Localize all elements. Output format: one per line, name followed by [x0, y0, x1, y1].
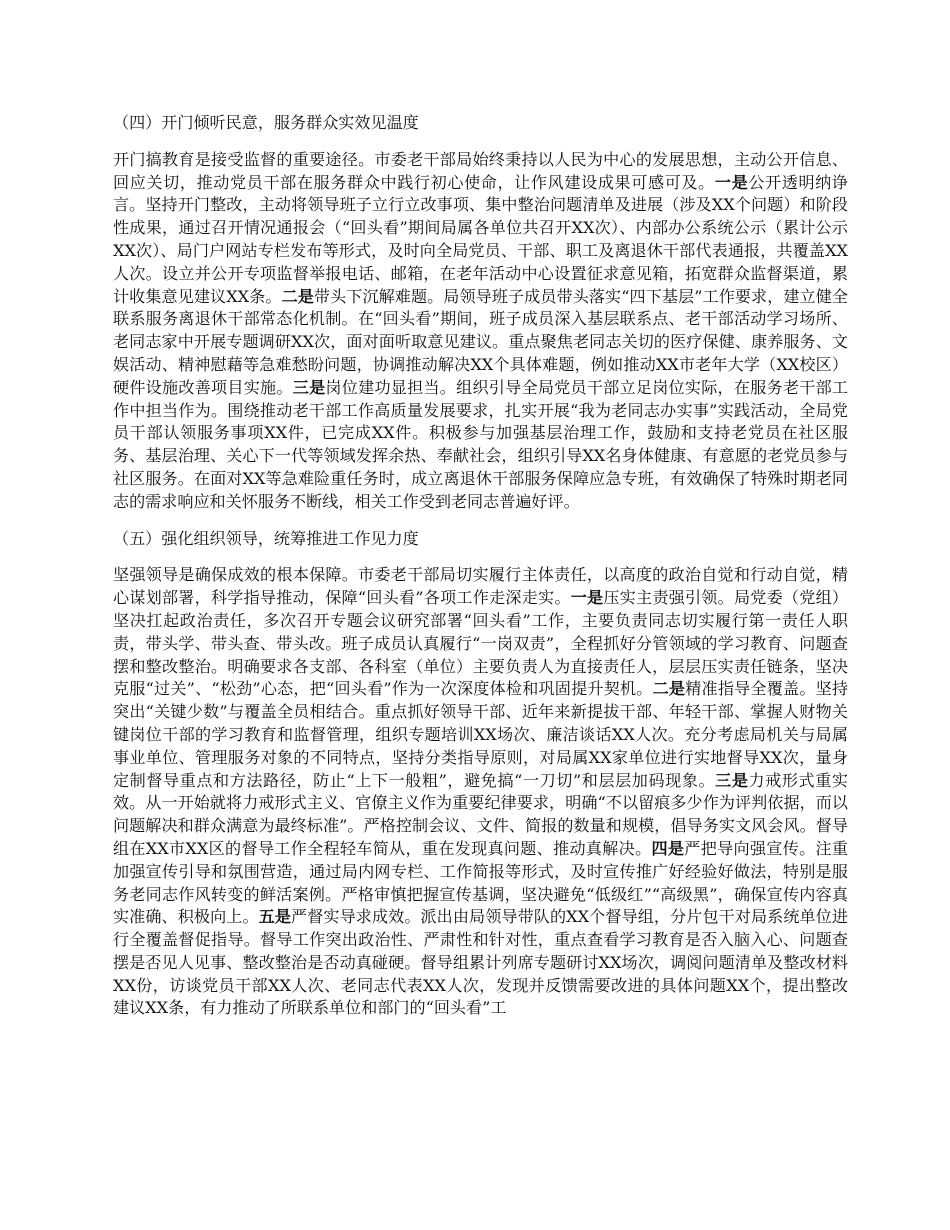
section-5-heading: （五）强化组织领导，统筹推进工作见力度 [113, 528, 419, 548]
section-4-paragraph: 开门搞教育是接受监督的重要途径。市委老干部局始终秉持以人民为中心的发展思想，主动公开信息、回应关切，推动党员干部在服务群众中践行初心使命，让作风建设成果可感可及。一是公开透明纳诤言。坚持开门整改，主动将领导班子立行立改事项、集中整治问题清单及进展（涉及XX个问题）和阶段性成果，通过召开情况通报会（“回头看”期间局属各单位共召开XX次）、内部办公系统公示（累计公示XX次）、局门户网站专栏发布等形式，及时向全局党员、干部、职工及离退休干部代表通报，共覆盖XX人次。设立并公开专项监督举报电话、邮箱，在老年活动中心设置征求意见箱，拓宽群众监督渠道，累计收集意见建议XX条。二是带头下沉解难题。局领导班子成员带头落实“四下基层”工作要求，建立健全联系服务离退休干部常态化机制。在“回头看”期间，班子成员深入基层联系点、老干部活动学习场所、老同志家中开展专题调研XX次，面对面听取意见建议。重点聚焦老同志关切的医疗保健、康养服务、文娱活动、精神慰藉等急难愁盼问题，协调推动解决XX个具体难题，例如推动XX市老年大学（XX校区）硬件设施改善项目实施。三是岗位建功显担当。组织引导全局党员干部立足岗位实际，在服务老干部工作中担当作为。围绕推动老干部工作高质量发展要求，扎实开展“我为老同志办实事”实践活动，全局党员干部认领服务事项XX件，已完成XX件。积极参与加强基层治理工作，鼓励和支持老党员在社区服务、基层治理、关心下一代等领域发挥余热、奉献社会，组织引导XX名身体健康、有意愿的老党员参与社区服务。在面对XX等急难险重任务时，成立离退休干部服务保障应急专班，有效确保了特殊时期老同志的需求响应和关怀服务不断线，相关工作受到老同志普遍好评。 [113, 149, 849, 511]
section-4-heading: （四）开门倾听民意，服务群众实效见温度 [113, 113, 419, 132]
document-page [113, 112, 848, 1034]
section-5-paragraph: 坚强领导是确保成效的根本保障。市委老干部局切实履行主体责任，以高度的政治自觉和行动自觉，精心谋划部署，科学指导推动，保障“回头看”各项工作走深走实。一是压实主责强引领。局党委（党组）坚决扛起政治责任，多次召开专题会议研究部署“回头看”工作，主要负责同志切实履行第一责任人职责，带头学、带头查、带头改。班子成员认真履行“一岗双责”，全程抓好分管领域的学习教育、问题查摆和整改整治。明确要求各支部、各科室（单位）主要负责人为直接责任人，层层压实责任链条，坚决克服“过关”、“松劲”心态，把“回头看”作为一次深度体检和巩固提升契机。二是精准指导全覆盖。坚持突出“关键少数”与覆盖全员相结合。重点抓好领导干部、近年来新提拔干部、年轻干部、掌握人财物关键岗位干部的学习教育和监督管理，组织专题培训XX场次、廉洁谈话XX人次。充分考虑局机关与局属事业单位、管理服务对象的不同特点，坚持分类指导原则，对局属XX家单位进行实地督导XX次，量身定制督导重点和方法路径，防止“上下一般粗”，避免搞“一刀切”和层层加码现象。三是力戒形式重实效。从一开始就将力戒形式主义、官僚主义作为重要纪律要求，明确“不以留痕多少作为评判依据，而以问题解决和群众满意为最终标准”。严格控制会议、文件、简报的数量和规模，倡导务实文风会风。督导组在XX市XX区的督导工作全程轻车简从，重在发现真问题、推动真解决。四是严把导向强宣传。注重加强宣传引导和氛围营造，通过局内网专栏、工作简报等形式，及时宣传推广好经验好做法，特别是服务老同志作风转变的鲜活案例。严格审慎把握宣传基调，坚决避免“低级红”“高级黑”，确保宣传内容真实准确、积极向上。五是严督实导求成效。派出由局领导带队的XX个督导组，分片包干对局系统单位进行全覆盖督促指导。督导工作突出政治性、严肃性和针对性，重点查看学习教育是否入脑入心、问题查摆是否见人见事、整改整治是否动真碰硬。督导组累计列席专题研讨XX场次，调阅问题清单及整改材料XX份，访谈党员干部XX人次、老同志代表XX人次，发现并反馈需要改进的具体问题XX个，提出整改建议XX条，有力推动了所联系单位和部门的“回头看”工 [113, 565, 849, 1018]
